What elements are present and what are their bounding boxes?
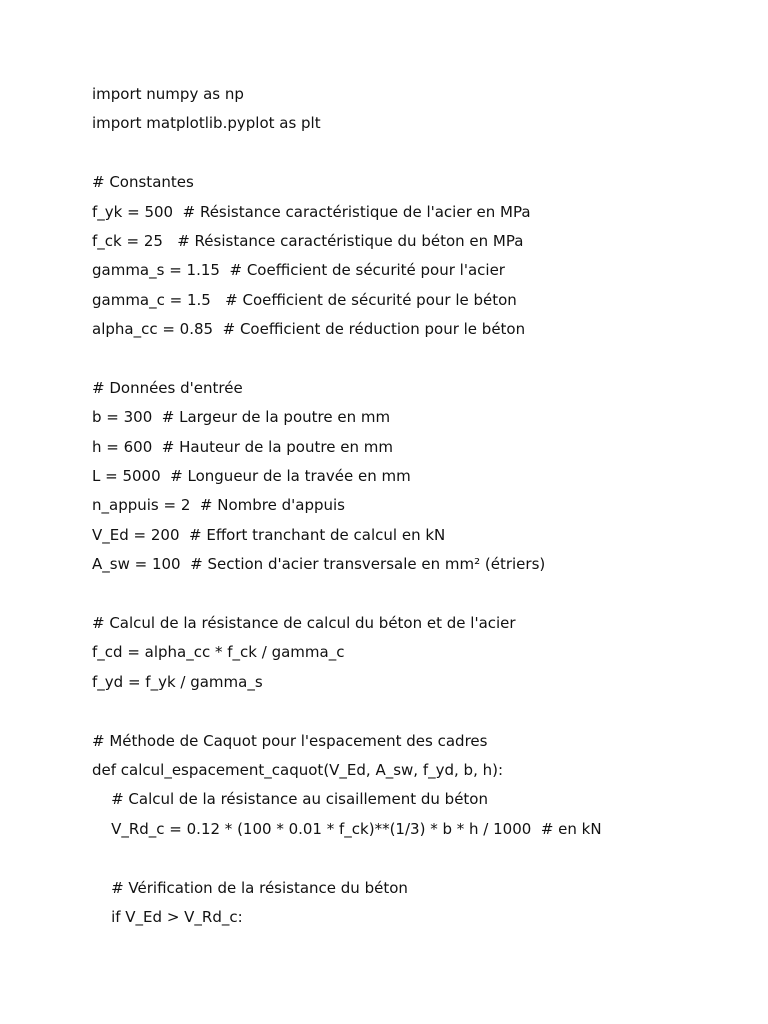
code-line: [92, 141, 752, 170]
code-line: import matplotlib.pyplot as plt: [92, 114, 321, 133]
code-line: def calcul_espacement_caquot(V_Ed, A_sw, f_yd, b, h):: [92, 760, 504, 779]
code-line: f_yk = 500 # Résistance caractéristique de l'acier en MPa: [92, 202, 531, 221]
code-line: [92, 347, 752, 376]
code-line: # Données d'entrée: [92, 378, 243, 397]
code-line: import numpy as np: [92, 85, 244, 103]
code-line: V_Ed = 200 # Effort tranchant de calcul en kN: [92, 525, 446, 544]
code-line: V_Rd_c = 0.12 * (100 * 0.01 * f_ck)**(1/3) * b * h / 1000 # en kN: [92, 819, 602, 838]
code-line: gamma_s = 1.15 # Coefficient de sécurité pour l'acier: [92, 261, 505, 280]
code-line: # Méthode de Caquot pour l'espacement des cadres: [92, 731, 488, 750]
code-line: b = 300 # Largeur de la poutre en mm: [92, 408, 391, 427]
code-line: # Calcul de la résistance au cisaillement du béton: [92, 790, 488, 809]
code-line: [92, 846, 752, 875]
code-line: # Vérification de la résistance du béton: [92, 878, 408, 897]
code-block: [92, 82, 752, 934]
code-line: A_sw = 100 # Section d'acier transversale en mm² (étriers): [92, 555, 546, 574]
code-line: h = 600 # Hauteur de la poutre en mm: [92, 437, 393, 456]
code-line: alpha_cc = 0.85 # Coefficient de réduction pour le béton: [92, 320, 526, 339]
code-line: f_yd = f_yk / gamma_s: [92, 672, 263, 691]
code-line: gamma_c = 1.5 # Coefficient de sécurité pour le béton: [92, 290, 517, 309]
code-line: f_ck = 25 # Résistance caractéristique du béton en MPa: [92, 231, 524, 250]
code-line: n_appuis = 2 # Nombre d'appuis: [92, 496, 345, 515]
code-line: if V_Ed > V_Rd_c:: [92, 907, 243, 926]
code-line: f_cd = alpha_cc * f_ck / gamma_c: [92, 643, 345, 662]
code-line: L = 5000 # Longueur de la travée en mm: [92, 467, 411, 486]
code-line: [92, 582, 752, 611]
code-line: # Constantes: [92, 173, 194, 192]
code-line: # Calcul de la résistance de calcul du béton et de l'acier: [92, 614, 516, 633]
code-line: [92, 699, 752, 728]
